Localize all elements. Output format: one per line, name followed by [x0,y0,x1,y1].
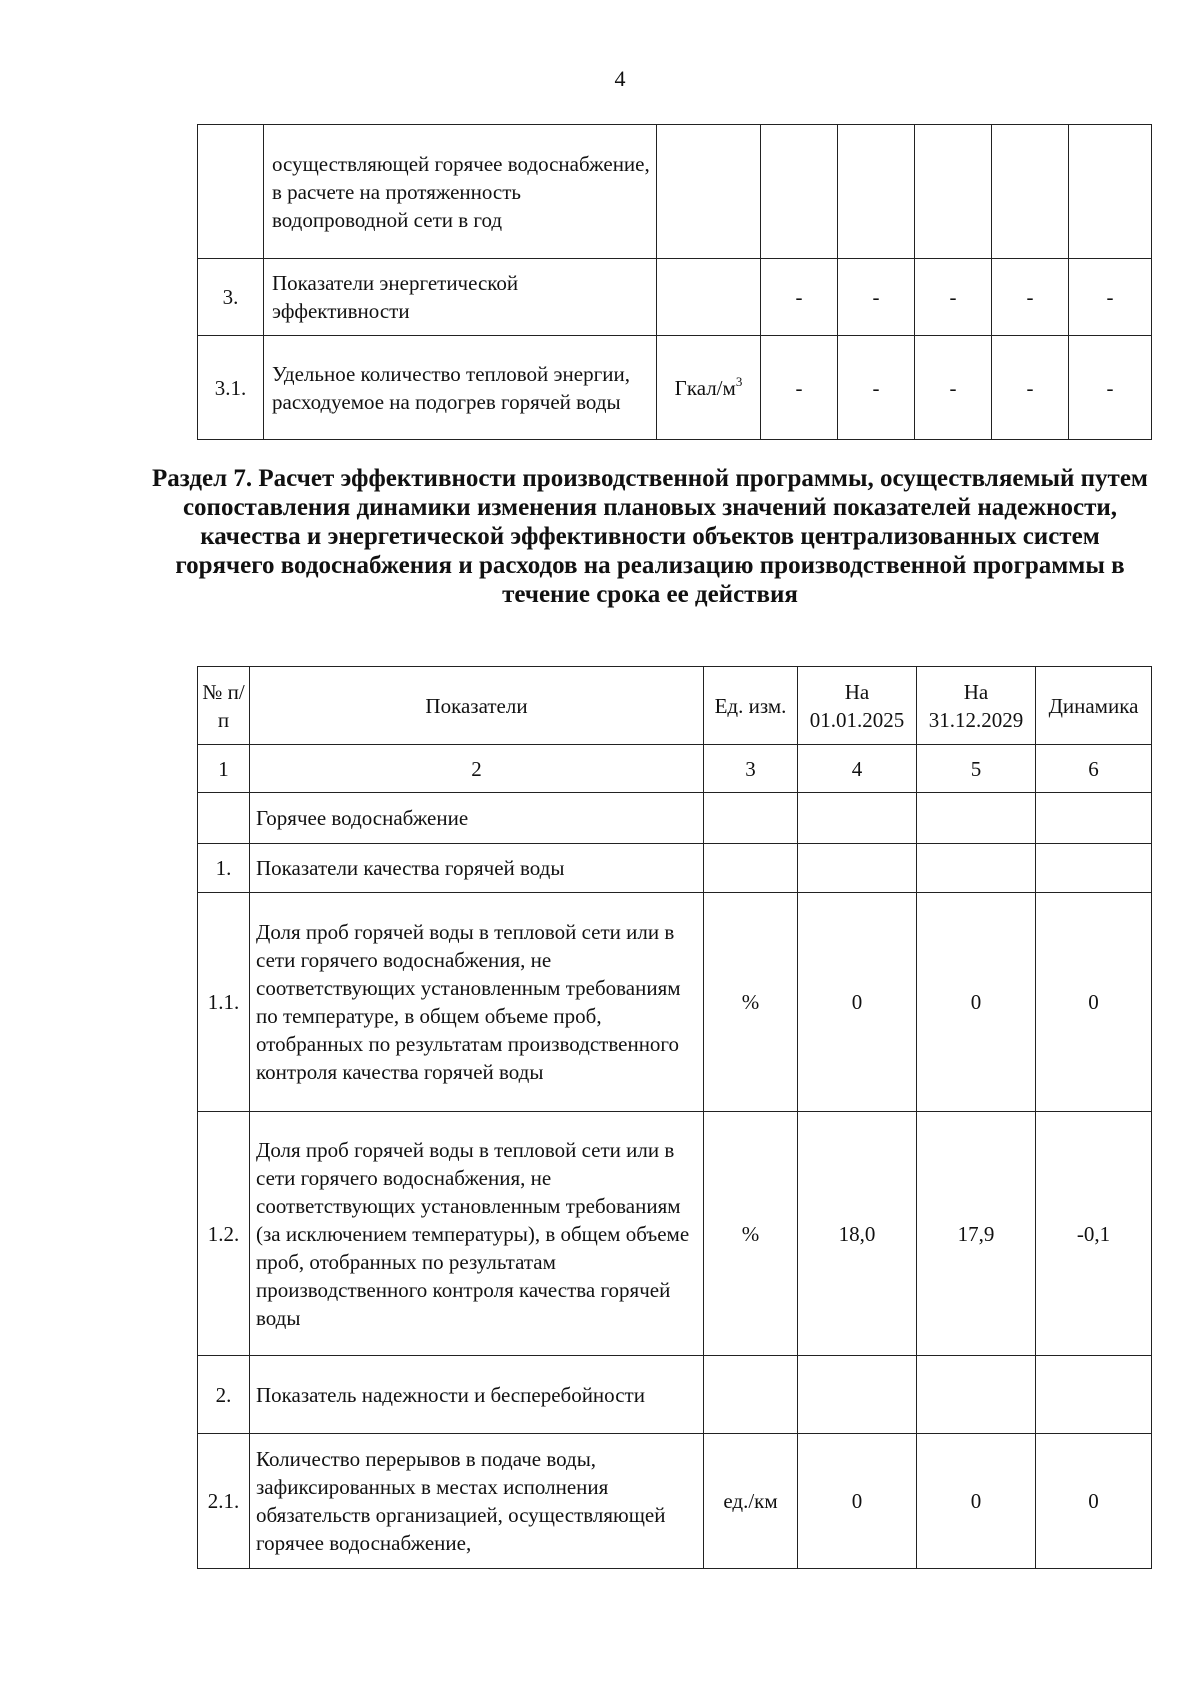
column-number: 3 [704,745,798,793]
value-cell: - [1069,259,1152,336]
table-row [198,1112,1152,1356]
start-value: 18,0 [798,1112,917,1356]
table-row [198,336,1152,440]
value-cell [1069,125,1152,259]
value-cell: - [761,259,838,336]
column-number: 6 [1036,745,1152,793]
value-cell: - [838,336,915,440]
indicator-text: Доля проб горячей воды в тепловой сети или в сети горячего водоснабжения, не соответствующих установленным требованиям по температуре, в общем объеме проб, отобранных по результатам производственного контроля качества горячей воды [250,893,704,1112]
top-table [197,124,1152,440]
indicator-text: Горячее водоснабжение [250,793,704,844]
indicator-text: Удельное количество тепловой энергии, расходуемое на подогрев горячей воды [264,336,657,440]
section-title: Раздел 7. Расчет эффективности производственной программы, осуществляемый путем сопоставления динамики изменения плановых значений показателей надежности, качества и энергетической эффективности объектов централизованных систем горячего водоснабжения и расходов на реализацию производственной программы в течение срока ее действия [152,465,1148,608]
indicator-text: Доля проб горячей воды в тепловой сети или в сети горячего водоснабжения, не соответствующих установленным требованиям (за исключением температуры), в общем объеме проб, отобранных по результатам производственного контроля качества горячей воды [250,1112,704,1356]
value-cell [838,125,915,259]
unit-cell: % [704,893,798,1112]
header-start-date: На 01.01.2025 [798,667,917,745]
header-num: № п/п [198,667,250,745]
dynamics-value: 0 [1036,1434,1152,1569]
unit-cell [704,1356,798,1434]
header-unit: Ед. изм. [704,667,798,745]
end-value [917,793,1036,844]
indicator-text: осуществляющей горячее водоснабжение, в расчете на протяженность водопроводной сети в год [264,125,657,259]
value-cell [992,125,1069,259]
indicator-text: Количество перерывов в подаче воды, зафиксированных в местах исполнения обязательств организацией, осуществляющей горячее водоснабжение, [250,1434,704,1569]
end-value [917,1356,1036,1434]
end-value: 0 [917,893,1036,1112]
value-cell: - [915,336,992,440]
unit-cell [657,125,761,259]
table-row [198,844,1152,893]
start-value: 0 [798,893,917,1112]
column-number: 4 [798,745,917,793]
column-number: 1 [198,745,250,793]
value-cell: - [838,259,915,336]
row-number: 1.1. [198,893,250,1112]
row-number: 1.2. [198,1112,250,1356]
value-cell [915,125,992,259]
start-value: 0 [798,1434,917,1569]
column-number: 5 [917,745,1036,793]
table-row [198,1356,1152,1434]
row-number [198,793,250,844]
value-cell: - [992,336,1069,440]
value-cell: - [992,259,1069,336]
indicator-text: Показатель надежности и бесперебойности [250,1356,704,1434]
row-number: 3. [198,259,264,336]
unit-cell [704,793,798,844]
table-row [198,125,1152,259]
dynamics-value [1036,844,1152,893]
start-value [798,793,917,844]
column-number-row [198,745,1152,793]
unit-cell: % [704,1112,798,1356]
unit-cell [657,259,761,336]
unit-label: Гкал/м [674,375,736,400]
end-value [917,844,1036,893]
end-value: 0 [917,1434,1036,1569]
indicator-text: Показатели качества горячей воды [250,844,704,893]
row-number: 1. [198,844,250,893]
dynamics-value [1036,1356,1152,1434]
unit-cell [657,336,761,440]
table-row [198,1434,1152,1569]
value-cell: - [761,336,838,440]
unit-cell: ед./км [704,1434,798,1569]
header-row [198,667,1152,745]
value-cell: - [915,259,992,336]
row-number: 2. [198,1356,250,1434]
unit-cell [704,844,798,893]
value-cell [761,125,838,259]
dynamics-value: 0 [1036,893,1152,1112]
header-dynamics: Динамика [1036,667,1152,745]
main-table [197,666,1152,1569]
row-number [198,125,264,259]
row-number: 3.1. [198,336,264,440]
unit-superscript: 3 [735,373,743,389]
table-row [198,259,1152,336]
dynamics-value: -0,1 [1036,1112,1152,1356]
end-value: 17,9 [917,1112,1036,1356]
start-value [798,1356,917,1434]
indicator-text: Показатели энергетической эффективности [264,259,657,336]
row-number: 2.1. [198,1434,250,1569]
section-heading [150,464,1150,609]
column-number: 2 [250,745,704,793]
table-row [198,893,1152,1112]
header-end-date: На 31.12.2029 [917,667,1036,745]
page-number: 4 [614,66,626,91]
value-cell: - [1069,336,1152,440]
header-indicators: Показатели [250,667,704,745]
dynamics-value [1036,793,1152,844]
table-row [198,793,1152,844]
start-value [798,844,917,893]
